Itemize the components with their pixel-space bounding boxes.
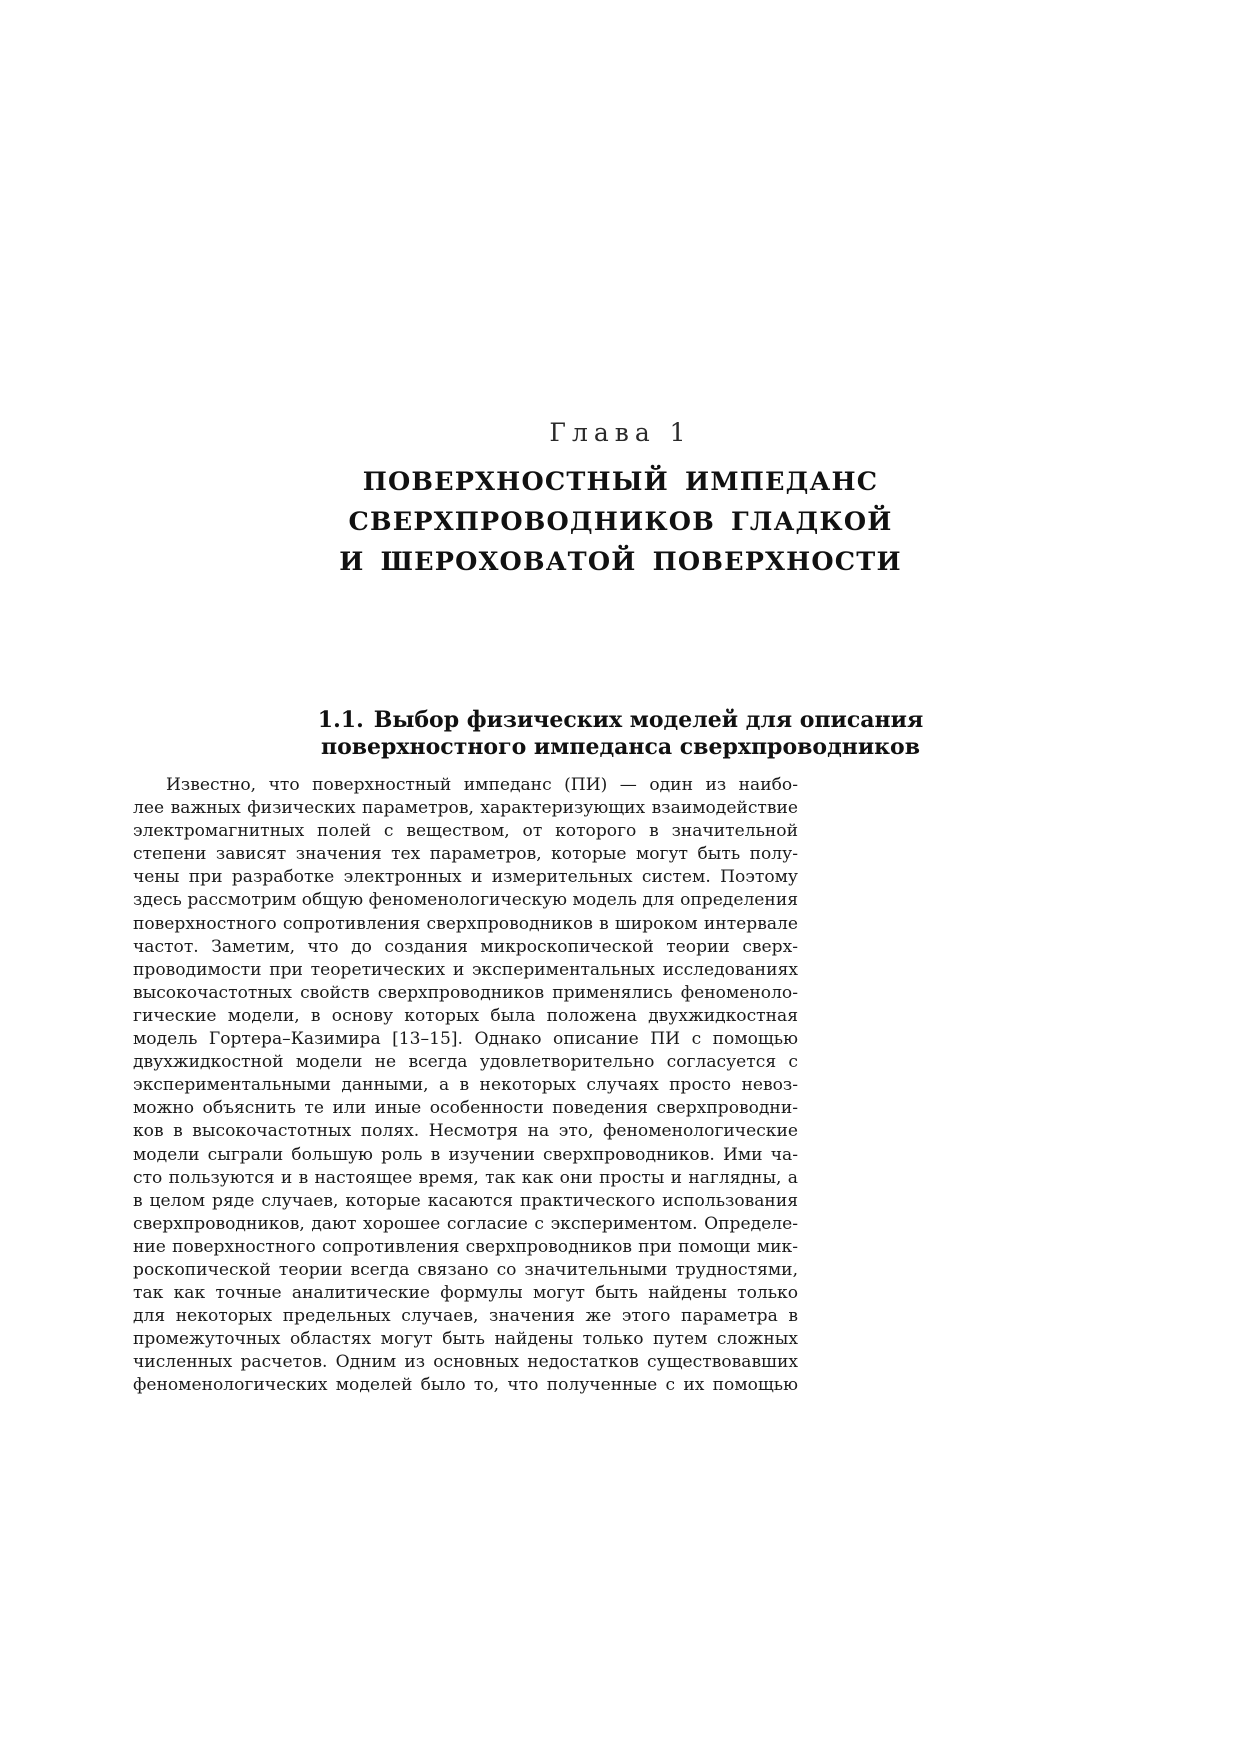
text-line: так как точные аналитические формулы могут быть найдены только [133, 1283, 798, 1304]
text-line: модель Гортера–Казимира [13–15]. Однако описание ПИ с помощью [133, 1029, 798, 1050]
text-line: роскопической теории всегда связано со значительными трудностями, [133, 1259, 798, 1280]
text-line: высокочастотных свойств сверхпроводников применялись феноменоло- [133, 982, 798, 1003]
section-title-line-1 [0, 707, 1241, 734]
text-line: для некоторых предельных случаев, значения же этого параметра в [133, 1306, 798, 1327]
text-line: частот. Заметим, что до создания микроскопической теории сверх- [133, 936, 798, 957]
section-title-line-2: поверхностного импеданса сверхпроводников [320, 734, 921, 760]
chapter-title-line: И ШЕРОХОВАТОЙ ПОВЕРХНОСТИ [339, 547, 902, 577]
chapter-label [0, 418, 1241, 447]
text-line: промежуточных областях могут быть найдены только путем сложных [133, 1329, 798, 1350]
text-line: поверхностного сопротивления сверхпроводников в широком интервале [133, 913, 798, 934]
text-line: электромагнитных полей с веществом, от которого в значительной [133, 821, 798, 842]
text-line: Известно, что поверхностный импеданс (ПИ) — один из наибо- [166, 775, 798, 795]
text-line: здесь рассмотрим общую феноменологическую модель для определения [133, 890, 798, 911]
text-line: можно объяснить те или иные особенности поведения сверхпроводни- [133, 1098, 798, 1119]
text-line: в целом ряде случаев, которые касаются практического использования [133, 1190, 798, 1211]
text-line: двухжидкостной модели не всегда удовлетворительно согласуется с [133, 1052, 798, 1073]
text-line: сверхпроводников, дают хорошее согласие с экспериментом. Определе- [133, 1213, 798, 1234]
section-number: 1.1. [317, 707, 364, 733]
chapter-title-line: ПОВЕРХНОСТНЫЙ ИМПЕДАНС [362, 467, 879, 497]
text-line: модели сыграли большую роль в изучении сверхпроводников. Ими ча- [133, 1144, 798, 1165]
body-paragraph [133, 774, 798, 1398]
text-line: ков в высокочастотных полях. Несмотря на это, феноменологические [133, 1121, 798, 1142]
text-line: гические модели, в основу которых была положена двухжидкостная [133, 1005, 798, 1026]
chapter-title-line: СВЕРХПРОВОДНИКОВ ГЛАДКОЙ [348, 507, 893, 537]
text-line: экспериментальными данными, а в некоторых случаях просто невоз- [133, 1075, 798, 1096]
text-line: проводимости при теоретических и экспериментальных исследованиях [133, 959, 798, 980]
text-line: чены при разработке электронных и измерительных систем. Поэтому [133, 867, 798, 888]
chapter-title [0, 462, 1241, 582]
text-line: феноменологических моделей было то, что полученные с их помощью [133, 1375, 798, 1396]
section-title-text: Выбор физических моделей для описания [373, 707, 924, 733]
text-line: степени зависят значения тех параметров, которые могут быть полу- [133, 844, 798, 865]
text-line: лее важных физических параметров, характеризующих взаимодействие [133, 798, 798, 819]
section-title [0, 707, 1241, 761]
text-line: численных расчетов. Одним из основных недостатков существовавших [133, 1352, 798, 1373]
text-line: сто пользуются и в настоящее время, так как они просты и наглядны, а [133, 1167, 798, 1188]
text-line: ние поверхностного сопротивления сверхпроводников при помощи мик- [133, 1236, 798, 1257]
chapter-label-text: Глава 1 [549, 418, 692, 447]
